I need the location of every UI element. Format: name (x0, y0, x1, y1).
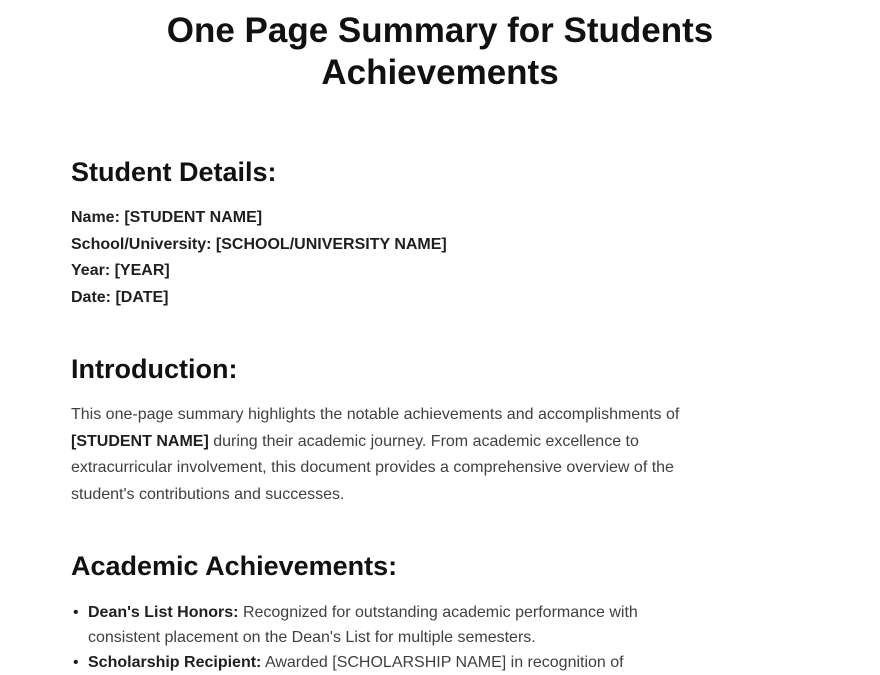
document-title: One Page Summary for Students Achievements (166, 11, 714, 92)
bullet-icon: • (73, 654, 79, 671)
intro-student-name: [STUDENT NAME] (71, 432, 209, 450)
intro-line-2 (71, 429, 811, 456)
achievements-list (71, 600, 811, 675)
list-item (71, 600, 811, 650)
student-details-heading: Student Details: (71, 157, 277, 187)
achievement-text: Awarded [SCHOLARSHIP NAME] in recognition of (261, 654, 624, 671)
date-field: Date: [DATE] (71, 288, 169, 306)
bullet-icon: • (73, 604, 79, 621)
achievement-line-2: consistent placement on the Dean's List for multiple semesters. (88, 629, 536, 646)
student-name-field: Name: [STUDENT NAME] (71, 209, 263, 226)
intro-line-2-text: during their academic journey. From academic excellence to (208, 432, 639, 450)
intro-line-3: extracurricular involvement, this document provides a comprehensive overview of the (71, 459, 674, 477)
achievement-text: Recognized for outstanding academic performance with (238, 604, 638, 621)
intro-line-4: student's contributions and successes. (71, 486, 345, 504)
academic-achievements-heading: Academic Achievements: (71, 551, 398, 581)
introduction-paragraph (71, 402, 811, 509)
achievement-title: Dean's List Honors: (88, 604, 239, 621)
intro-line-1: This one-page summary highlights the notable achievements and accomplishments of (71, 406, 680, 423)
list-item (71, 650, 811, 675)
achievement-title: Scholarship Recipient: (88, 654, 262, 671)
achievement-line-1 (88, 650, 811, 675)
achievement-line-1 (88, 600, 811, 625)
student-details-list (71, 205, 447, 311)
school-field: School/University: [SCHOOL/UNIVERSITY NAME] (71, 235, 447, 253)
year-field: Year: [YEAR] (71, 262, 170, 279)
introduction-heading: Introduction: (71, 354, 238, 384)
